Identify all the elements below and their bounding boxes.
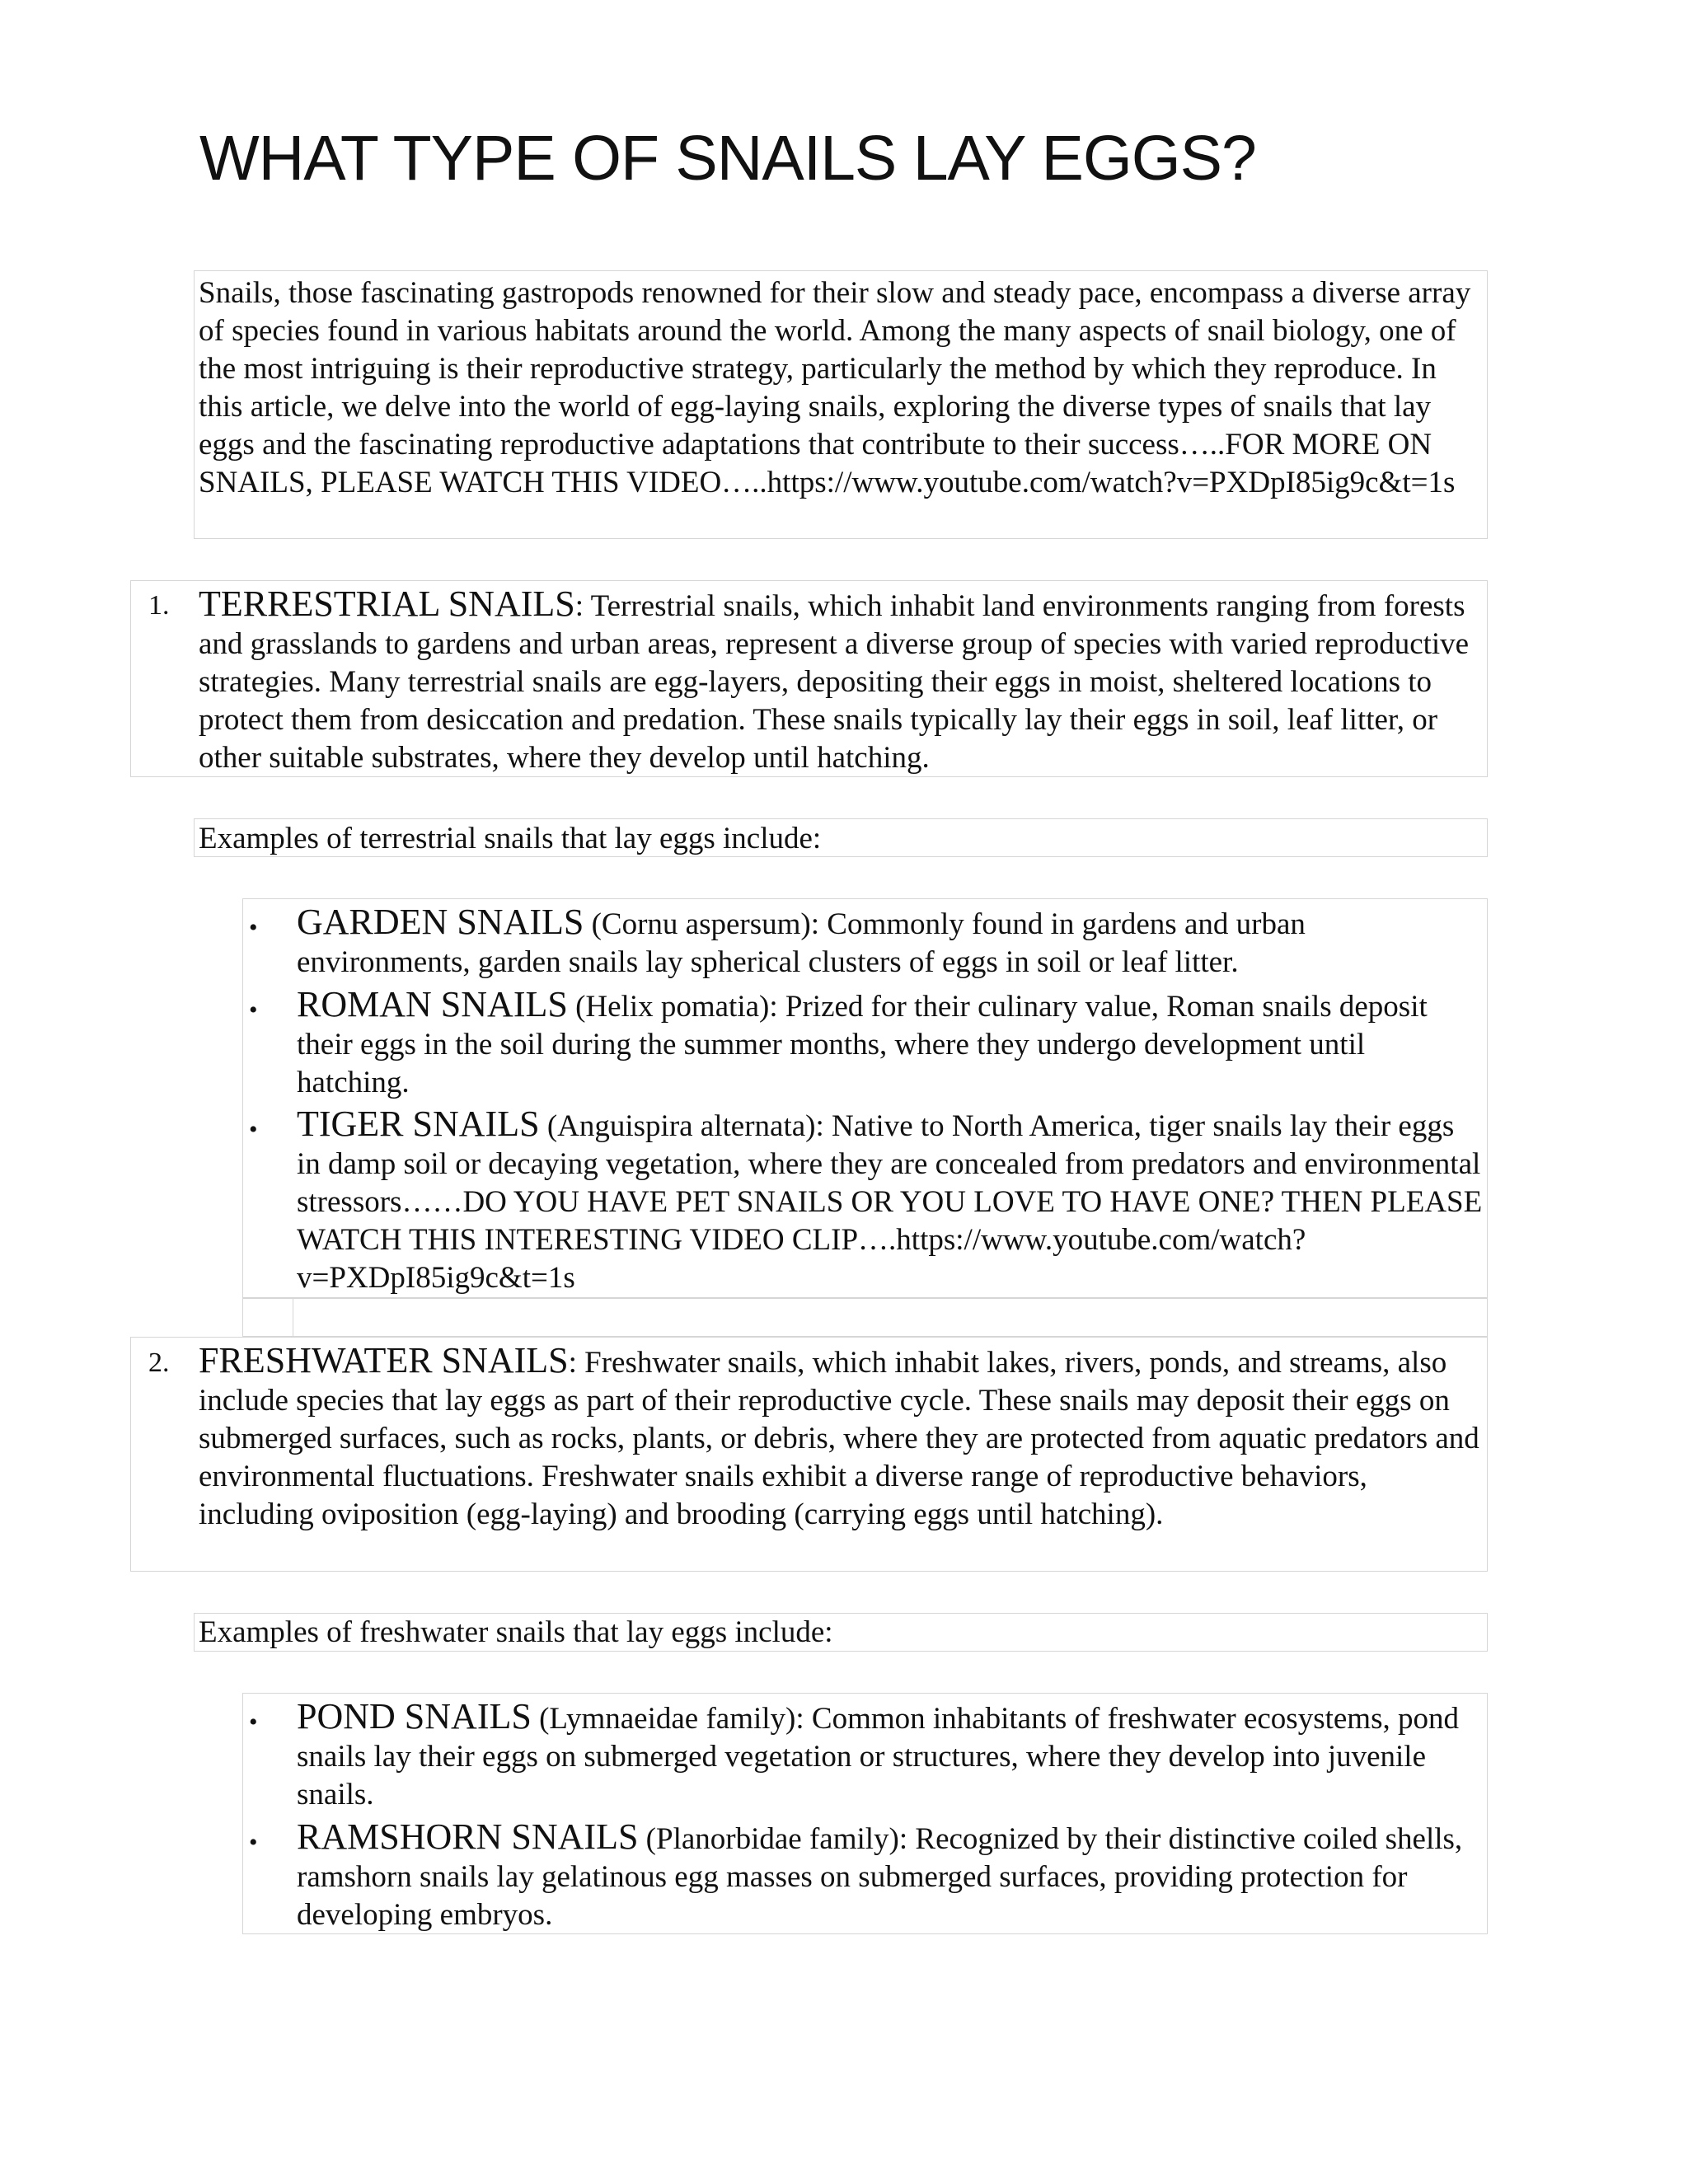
list-item-pond-snails: [297, 1698, 1484, 1814]
section-1-examples-spacer-cell: [242, 1298, 293, 1337]
bullet-icon: •: [249, 1116, 258, 1143]
item-text: (Cornu aspersum): Commonly found in gardens and urban environments, garden snails lay spherical clusters of eggs in soil or leaf litter.: [297, 907, 1306, 979]
list-item-roman-snails: [297, 986, 1484, 1102]
list-item-garden-snails: [297, 903, 1484, 982]
bullet-icon: •: [249, 1829, 258, 1856]
item-name: RAMSHORN SNAILS: [297, 1816, 639, 1857]
section-2-number: 2.: [148, 1347, 170, 1378]
bullet-icon: •: [249, 996, 258, 1024]
list-item-ramshorn-snails: [297, 1818, 1484, 1934]
section-1-paragraph: [199, 585, 1486, 777]
bullet-icon: •: [249, 914, 258, 941]
list-item-tiger-snails: [297, 1105, 1484, 1297]
item-name: TIGER SNAILS: [297, 1104, 540, 1144]
item-name: GARDEN SNAILS: [297, 902, 584, 942]
item-text: (Planorbidae family): Recognized by their distinctive coiled shells, ramshorn snails lay gelatinous egg masses on submerged surfaces, providing protection for developing embryos.: [297, 1822, 1463, 1932]
item-text: (Anguispira alternata): Native to North America, tiger snails lay their eggs in damp soil or decaying vegetation, where they are concealed from predators and environmental stressors……DO YOU HAVE PET SNAILS OR YOU LOVE TO HAVE ONE? THEN PLEASE WATCH THIS INTERESTING VIDEO CLIP….https://www.youtube.com/watch?v=PXDpI85ig9c&t=1s: [297, 1109, 1483, 1295]
section-1-body: : Terrestrial snails, which inhabit land environments ranging from forests and grasslands to gardens and urban areas, represent a diverse group of species with varied reproductive strategies. Many terrestrial snails are egg-layers, depositing their eggs in moist, sheltered locations to protect them from desiccation and predation. These snails typically lay their eggs in soil, leaf litter, or other suitable substrates, where they develop until hatching.: [199, 589, 1470, 775]
section-1-examples-spacer: [242, 1298, 1488, 1337]
section-1-examples-intro: Examples of terrestrial snails that lay eggs include:: [199, 822, 822, 855]
intro-paragraph: Snails, those fascinating gastropods renowned for their slow and steady pace, encompass a diverse array of species found in various habitats around the world. Among the many aspects of snail biology, one of the most intriguing is their reproductive strategy, particularly the method by which they reproduce. In this article, we delve into the world of egg-laying snails, exploring the diverse types of snails that lay eggs and the fascinating reproductive adaptations that contribute to their success…..FOR MORE ON SNAILS, PLEASE WATCH THIS VIDEO…..https://www.youtube.com/watch?v=PXDpI85ig9c&t=1s: [199, 276, 1471, 499]
document-title: WHAT TYPE OF SNAILS LAY EGGS?: [199, 123, 1256, 194]
bullet-icon: •: [249, 1708, 258, 1736]
section-2-examples-intro: Examples of freshwater snails that lay eggs include:: [199, 1615, 833, 1649]
item-name: ROMAN SNAILS: [297, 984, 568, 1024]
item-text: (Lymnaeidae family): Common inhabitants of freshwater ecosystems, pond snails lay their eggs on submerged vegetation or structures, where they develop into juvenile snails.: [297, 1702, 1459, 1811]
item-name: POND SNAILS: [297, 1696, 532, 1736]
section-2-heading: FRESHWATER SNAILS: [199, 1340, 569, 1380]
section-2-paragraph: [199, 1342, 1486, 1534]
section-1-heading: TERRESTRIAL SNAILS: [199, 583, 575, 624]
section-2-body: : Freshwater snails, which inhabit lakes, rivers, ponds, and streams, also include species that lay eggs as part of their reproductive cycle. These snails may deposit their eggs on submerged surfaces, such as rocks, plants, or debris, where they are protected from aquatic predators and environmental fluctuations. Freshwater snails exhibit a diverse range of reproductive behaviors, including oviposition (egg-laying) and brooding (carrying eggs until hatching).: [199, 1346, 1479, 1531]
section-1-number: 1.: [148, 590, 170, 621]
item-text: (Helix pomatia): Prized for their culinary value, Roman snails deposit their eggs in the soil during the summer months, where they undergo development until hatching.: [297, 990, 1428, 1099]
